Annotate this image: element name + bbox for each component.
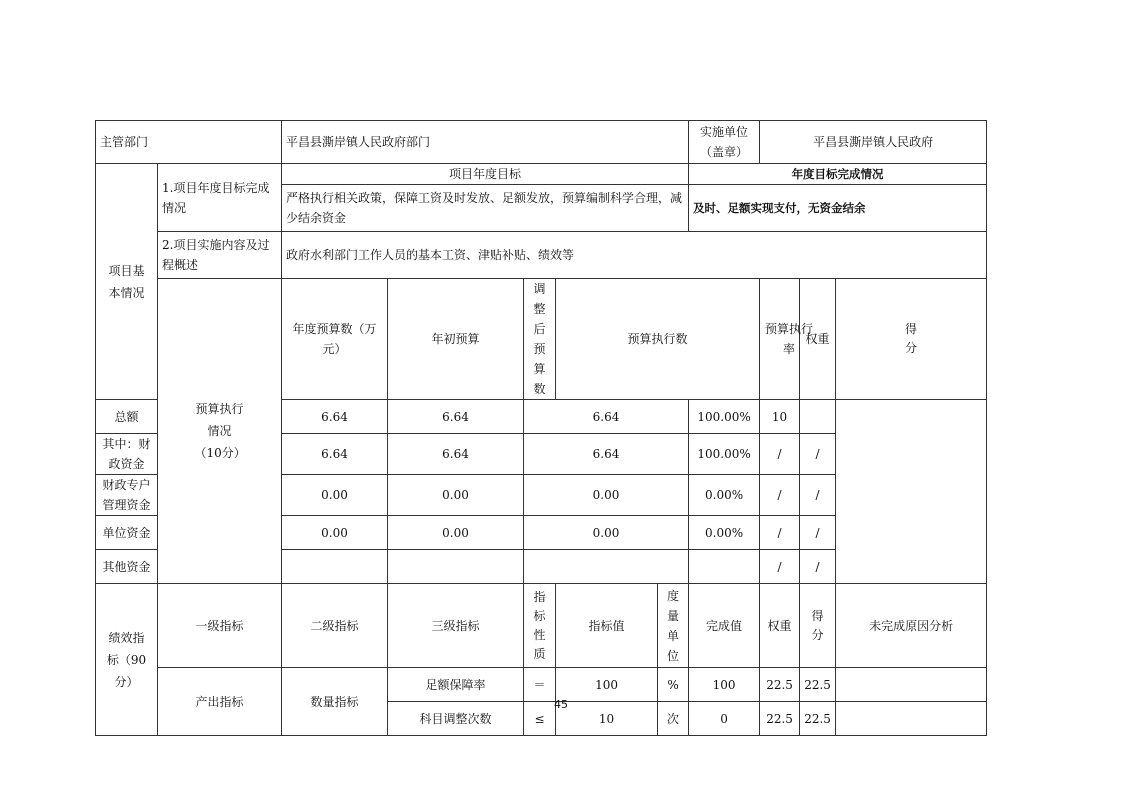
- budget-row-initial: 0.00: [282, 516, 388, 550]
- unit-label: 实施单位（盖章）: [689, 121, 760, 164]
- perf-row: [96, 668, 987, 702]
- perf-row-actual: 0: [689, 702, 760, 736]
- perf-row-value: 100: [556, 668, 658, 702]
- perf-row-weight: 22.5: [760, 668, 800, 702]
- budget-row-rate: [689, 550, 760, 584]
- project-performance-table: [95, 120, 987, 736]
- perf-header-actual: 完成值: [689, 584, 760, 668]
- perf-level1: 产出指标: [158, 668, 282, 736]
- goal-header: 项目年度目标: [282, 164, 689, 185]
- budget-section-label: 预算执行情况（10分）: [158, 279, 282, 584]
- perf-header-reason: 未完成原因分析: [836, 584, 987, 668]
- content-text: 政府水利部门工作人员的基本工资、津贴补贴、绩效等: [282, 232, 987, 279]
- budget-row-executed: 6.64: [524, 400, 689, 434]
- budget-row-score: /: [800, 475, 836, 516]
- perf-row-level3: 科目调整次数: [388, 702, 524, 736]
- budget-row-initial: 6.64: [282, 400, 388, 434]
- goal-label: 1.项目年度目标完成情况: [158, 164, 282, 232]
- dept-value: 平昌县澌岸镇人民政府部门: [282, 121, 689, 164]
- budget-row-adjusted: 0.00: [388, 475, 524, 516]
- budget-row-executed: 0.00: [524, 475, 689, 516]
- perf-header-unit: 度量单位: [658, 584, 689, 668]
- budget-row-weight: /: [760, 434, 800, 475]
- content-label: 2.项目实施内容及过程概述: [158, 232, 282, 279]
- perf-row-unit: %: [658, 668, 689, 702]
- budget-row-name: 财政专户管理资金: [96, 475, 158, 516]
- budget-row-executed: 0.00: [524, 516, 689, 550]
- budget-row-initial: 6.64: [282, 434, 388, 475]
- budget-header-rate: 预算执行率: [760, 279, 800, 400]
- budget-header-initial: 年初预算: [388, 279, 524, 400]
- perf-header-score: 得分: [800, 584, 836, 668]
- page-number: 45: [554, 698, 568, 711]
- budget-row-name: 总额: [96, 400, 158, 434]
- perf-row-nature: ＝: [524, 668, 556, 702]
- budget-row-rate: 100.00%: [689, 434, 760, 475]
- budget-row-weight: /: [760, 550, 800, 584]
- budget-reason-cell: [836, 400, 987, 584]
- budget-row-initial: [282, 550, 388, 584]
- perf-row-weight: 22.5: [760, 702, 800, 736]
- budget-row-name: 单位资金: [96, 516, 158, 550]
- perf-header-level3: 三级指标: [388, 584, 524, 668]
- budget-row-rate: 100.00%: [689, 400, 760, 434]
- perf-row-score: 22.5: [800, 702, 836, 736]
- perf-row-actual: 100: [689, 668, 760, 702]
- budget-header-executed: 预算执行数: [556, 279, 760, 400]
- budget-row-name: 其他资金: [96, 550, 158, 584]
- perf-row-value: 10: [556, 702, 658, 736]
- completion-text: 及时、足额实现支付，无资金结余: [689, 185, 987, 232]
- budget-row-executed: 6.64: [524, 434, 689, 475]
- budget-header-score: 得分: [836, 279, 987, 400]
- completion-header: 年度目标完成情况: [689, 164, 987, 185]
- perf-header-nature: 指标性质: [524, 584, 556, 668]
- budget-row-score: /: [800, 550, 836, 584]
- basic-section-label: 项目基本情况: [96, 164, 158, 400]
- budget-row-name: 其中：财政资金: [96, 434, 158, 475]
- perf-header-level2: 二级指标: [282, 584, 388, 668]
- budget-row-initial: 0.00: [282, 475, 388, 516]
- budget-row-score: /: [800, 434, 836, 475]
- budget-row-weight: 10: [760, 400, 800, 434]
- budget-header-weight: 权重: [800, 279, 836, 400]
- budget-header-adjusted: 调整后预算数: [524, 279, 556, 400]
- perf-header-value: 指标值: [556, 584, 658, 668]
- budget-header-annual: 年度预算数（万元）: [282, 279, 388, 400]
- perf-section-label: 绩效指标（90分）: [96, 584, 158, 736]
- perf-level2: 数量指标: [282, 668, 388, 736]
- perf-header-level1: 一级指标: [158, 584, 282, 668]
- goal-text: 严格执行相关政策，保障工资及时发放、足额发放，预算编制科学合理，减少结余资金: [282, 185, 689, 232]
- budget-row-adjusted: 6.64: [388, 400, 524, 434]
- budget-row-weight: /: [760, 475, 800, 516]
- budget-row-rate: 0.00%: [689, 516, 760, 550]
- budget-row-weight: /: [760, 516, 800, 550]
- unit-value: 平昌县澌岸镇人民政府: [760, 121, 987, 164]
- budget-row-rate: 0.00%: [689, 475, 760, 516]
- perf-row-nature: ≤: [524, 702, 556, 736]
- perf-row-score: 22.5: [800, 668, 836, 702]
- budget-row-score: /: [800, 516, 836, 550]
- perf-row-reason: [836, 668, 987, 702]
- budget-row-score: [800, 400, 836, 434]
- perf-header-weight: 权重: [760, 584, 800, 668]
- dept-label: 主管部门: [96, 121, 282, 164]
- perf-row-level3: 足额保障率: [388, 668, 524, 702]
- budget-row-adjusted: [388, 550, 524, 584]
- budget-row-executed: [524, 550, 689, 584]
- perf-row-unit: 次: [658, 702, 689, 736]
- budget-row-adjusted: 6.64: [388, 434, 524, 475]
- budget-row-adjusted: 0.00: [388, 516, 524, 550]
